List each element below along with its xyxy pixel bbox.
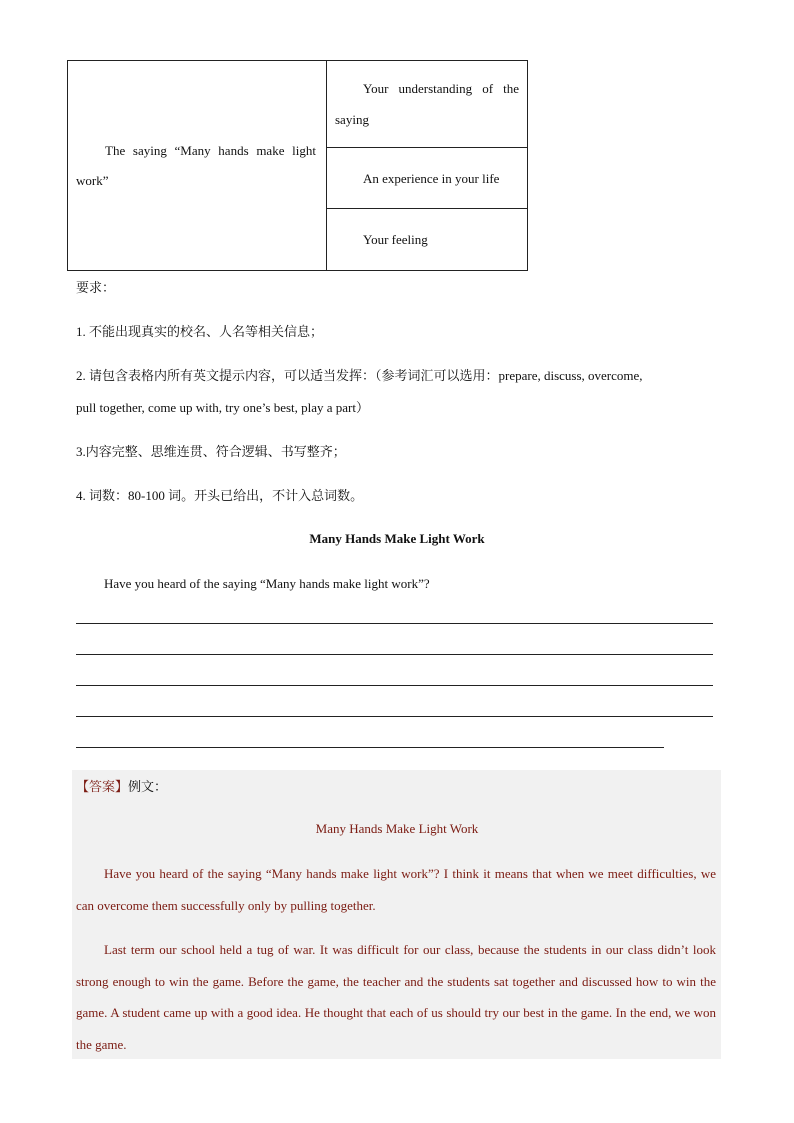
prompt-table — [67, 60, 528, 271]
saying-text: The saying “Many hands make light work” — [76, 142, 316, 188]
requirements-heading: 要求： — [76, 280, 116, 295]
saying-cell — [68, 61, 327, 271]
writing-line[interactable] — [76, 654, 713, 655]
essay-title: Many Hands Make Light Work — [309, 531, 485, 546]
essay-opening: Have you heard of the saying “Many hands make light work”? — [104, 576, 430, 591]
answer-label: 【答案】 — [76, 779, 129, 794]
writing-line[interactable] — [76, 623, 713, 624]
hint-feeling: Your feeling — [363, 232, 428, 247]
writing-line[interactable] — [76, 716, 713, 717]
answer-heading — [76, 776, 167, 795]
hint-experience: An experience in your life — [363, 170, 500, 186]
writing-line[interactable] — [76, 747, 664, 748]
hint-cell-feeling — [327, 209, 528, 271]
hint-cell-understanding — [327, 61, 528, 148]
hint-understanding: Your understanding of the saying — [335, 81, 519, 127]
requirement-3: 3.内容完整、思维连贯、符合逻辑、书写整齐； — [76, 444, 346, 459]
answer-paragraph-2: Last term our school held a tug of war. It was difficult for our class, because the students in our class didn’t look strong enough to win the game. Before the game, the teacher and the students sat together and discussed how to win the game. A student came up with a good idea. He thought that each of us should try our best in the game. In the end, we won the game. — [76, 942, 716, 1052]
answer-label-suffix: 例文： — [128, 779, 168, 794]
requirement-2-continued: pull together, come up with, try one’s best, play a part） — [76, 400, 369, 415]
writing-line[interactable] — [76, 685, 713, 686]
hint-cell-experience — [327, 148, 528, 209]
requirement-1: 1. 不能出现真实的校名、人名等相关信息； — [76, 324, 324, 339]
requirement-2: 2. 请包含表格内所有英文提示内容，可以适当发挥：（参考词汇可以选用：prepare, discuss, overcome, — [76, 368, 643, 383]
answer-paragraph-1: Have you heard of the saying “Many hands make light work”? I think it means that when we meet difficulties, we can overcome them successfully only by pulling together. — [76, 866, 716, 913]
answer-title: Many Hands Make Light Work — [315, 821, 479, 836]
requirement-4: 4. 词数：80-100 词。开头已给出，不计入总词数。 — [76, 488, 364, 503]
